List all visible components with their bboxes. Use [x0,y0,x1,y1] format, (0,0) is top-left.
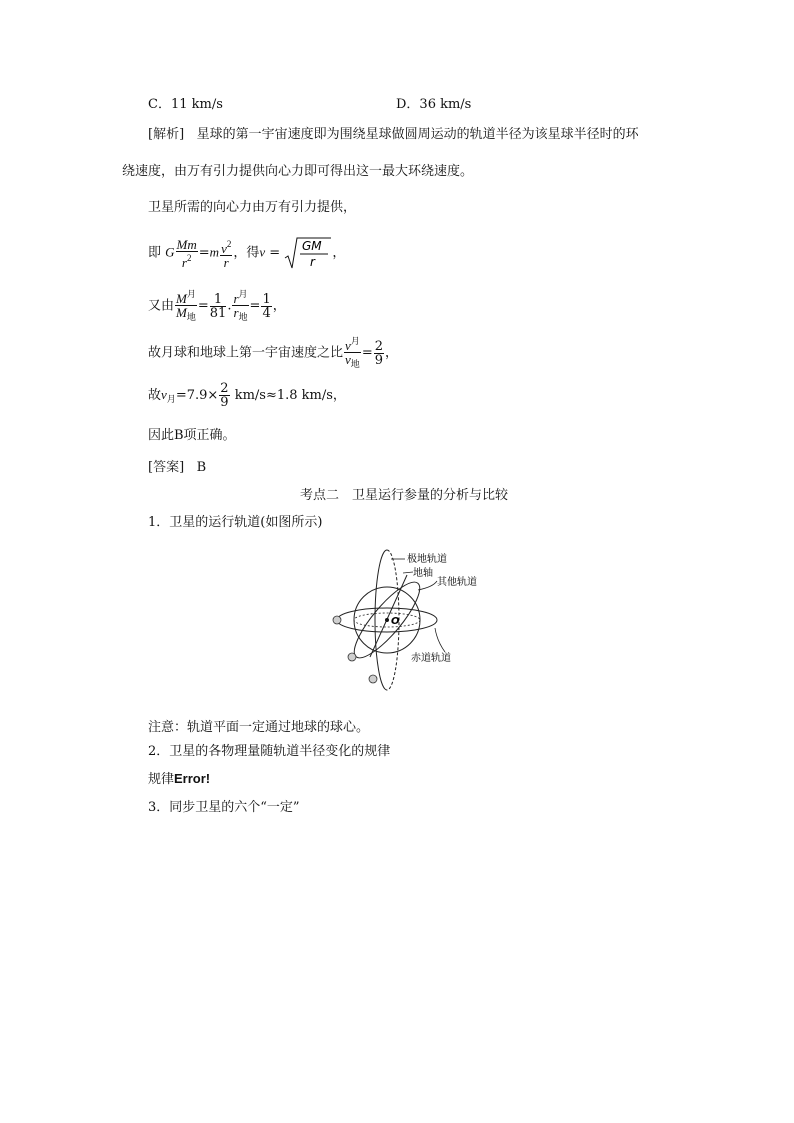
analysis-centripetal: 卫星所需的向心力由万有引力提供， [148,200,357,215]
eq-you: 又由 [148,298,175,314]
equation-ratio-mass: 又由 $\frac{M^月}{M_地}$ = $\frac{1}{81}$ . $\frac{r^月}{r_地}$ = $\frac{1}{4}$ ， [148,289,286,322]
eq-gu: 故 [148,388,162,403]
item-3: 3．同步卫星的六个“一定” [148,800,300,815]
section-title: 考点二 卫星运行参量的分析与比较 [300,487,509,502]
center-label: O [391,616,400,627]
equation-result: 故$v_月=7.9\times$ $\frac{2}{9}$ km/s≈1.8 km/s， [148,381,346,410]
analysis-line-2: 绕速度，由万有引力提供向心力即可得出这一最大环绕速度。 [122,164,474,179]
equation-ratio-speed: 故月球和地球上第一宇宙速度之比 $\frac{v^月}{v_地}$ = $\frac{2}{9}$ ， [148,336,399,369]
label-earth-axis: 地轴 [413,568,433,579]
answer-value: B [196,460,207,475]
satellite-inclined [348,653,356,661]
svg-text:r: r [310,255,316,269]
rule-line [148,771,210,788]
analysis-conclusion: 因此B项正确。 [148,428,236,443]
orbit-diagram [325,545,505,703]
satellite-polar [369,675,377,683]
item-1: 1．卫星的运行轨道(如图所示) [148,515,323,530]
analysis-text-1: 星球的第一宇宙速度即为围绕星球做圆周运动的轨道半径为该星球半径时的环 [196,127,639,142]
rule-label: 规律 [148,772,175,787]
item-2: 2．卫星的各物理量随轨道半径变化的规律 [148,744,391,759]
option-d: D．36 km/s [396,97,472,112]
eq-result: =7.9× [175,388,219,403]
answer-tag: [答案] [148,460,185,475]
answer-line [148,460,206,476]
sqrt-icon [284,236,332,270]
equation-gravity: 即 G $\frac{Mm}{r^2}$ =m $\frac{v^2}{r}$ ，得v = GM r ， [148,236,346,270]
eq-result-tail: km/s≈1.8 km/s， [230,388,346,403]
analysis-line-1 [148,127,639,143]
svg-text:GM: GM [302,239,322,253]
label-polar-orbit: 极地轨道 [407,554,447,565]
eq-ji: 即 [148,245,162,261]
center-point [385,618,389,622]
eq-de: ，得 [233,245,260,261]
analysis-tag: [解析] [148,127,185,142]
note: 注意：轨道平面一定通过地球的球心。 [148,720,370,735]
error-text: Error! [174,771,211,786]
label-other-orbit: 其他轨道 [437,577,477,588]
label-equatorial-orbit: 赤道轨道 [411,653,451,664]
option-c: C．11 km/s [148,97,223,112]
eq-ratio-text: 故月球和地球上第一宇宙速度之比 [148,345,344,361]
satellite-equatorial [333,616,341,624]
